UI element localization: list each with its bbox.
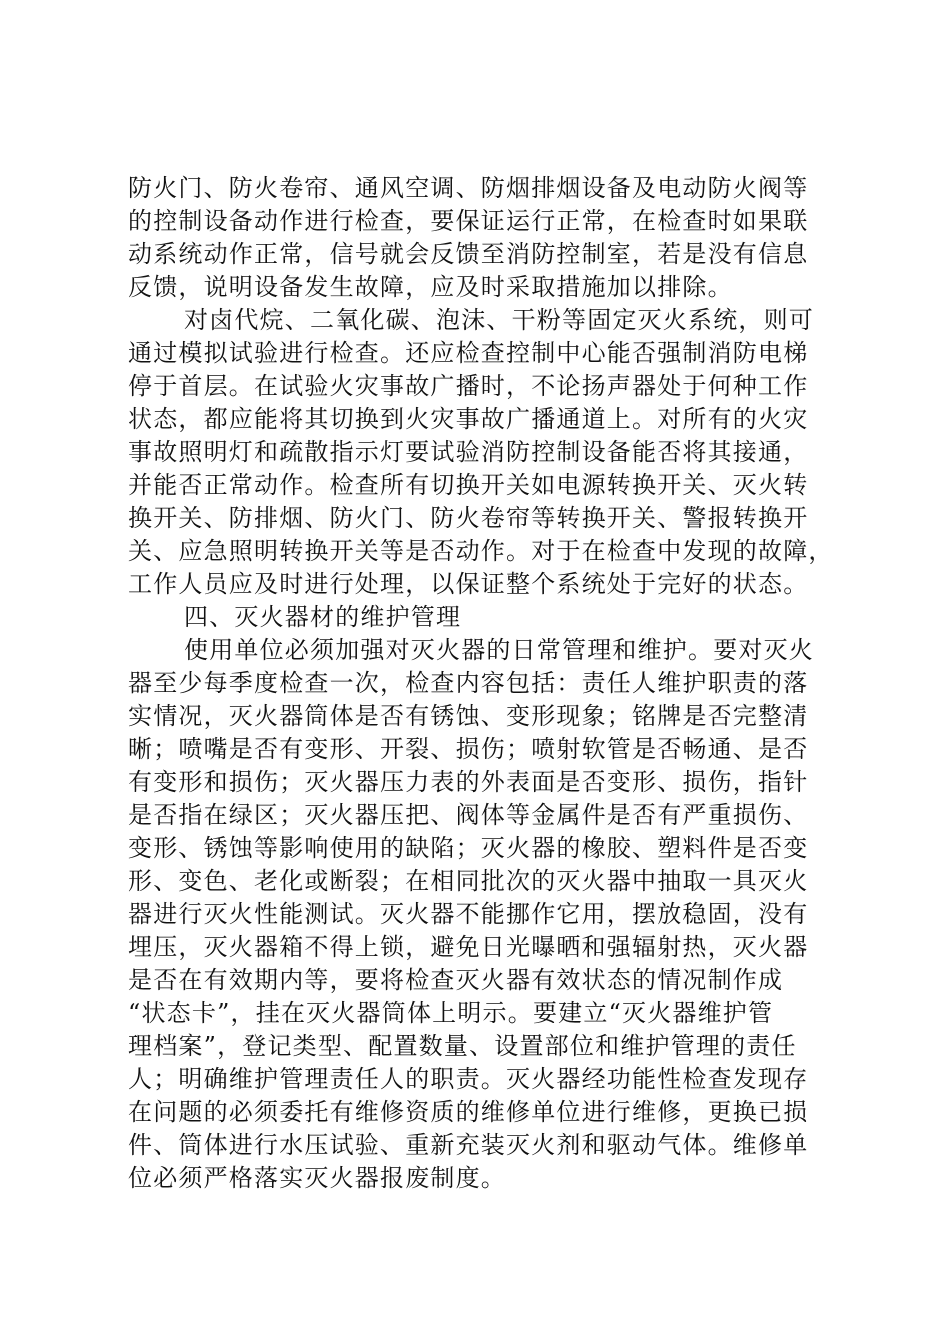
text-line: 停于首层。在试验火灾事故广播时，不论扬声器处于何种工作 xyxy=(128,372,809,400)
text-line: 防火门、防火卷帘、通风空调、防烟排烟设备及电动防火阀等 xyxy=(128,174,809,202)
text-line: 关、应急照明转换开关等是否动作。对于在检查中发现的故障， xyxy=(128,537,834,565)
section-heading: 四、灭火器材的维护管理 xyxy=(184,603,462,631)
text-line: 工作人员应及时进行处理，以保证整个系统处于完好的状态。 xyxy=(128,570,809,598)
text-line: 变形、锈蚀等影响使用的缺陷；灭火器的橡胶、塑料件是否变 xyxy=(128,834,809,862)
text-line: “状态卡”，挂在灭火器筒体上明示。要建立“灭火器维护管 xyxy=(128,999,774,1027)
text-line: 晰；喷嘴是否有变形、开裂、损伤；喷射软管是否畅通、是否 xyxy=(128,735,809,763)
text-line: 事故照明灯和疏散指示灯要试验消防控制设备能否将其接通， xyxy=(128,438,809,466)
text-line: 实情况，灭火器筒体是否有锈蚀、变形现象；铭牌是否完整清 xyxy=(128,702,809,730)
text-line: 是否指在绿区；灭火器压把、阀体等金属件是否有严重损伤、 xyxy=(128,801,809,829)
text-line: 状态，都应能将其切换到火灾事故广播通道上。对所有的火灾 xyxy=(128,405,809,433)
text-line: 器至少每季度检查一次，检查内容包括：责任人维护职责的落 xyxy=(128,669,809,697)
text-line: 反馈，说明设备发生故障，应及时采取措施加以排除。 xyxy=(128,273,733,301)
body-text xyxy=(128,172,840,1195)
paragraph-first-line: 使用单位必须加强对灭火器的日常管理和维护。要对灭火 xyxy=(184,636,814,664)
text-line: 形、变色、老化或断裂；在相同批次的灭火器中抽取一具灭火 xyxy=(128,867,809,895)
text-line: 人；明确维护管理责任人的职责。灭火器经功能性检查发现存 xyxy=(128,1065,809,1093)
paragraph-first-line: 对卤代烷、二氧化碳、泡沫、干粉等固定灭火系统，则可 xyxy=(184,306,814,334)
text-line: 件、筒体进行水压试验、重新充装灭火剂和驱动气体。维修单 xyxy=(128,1131,809,1159)
text-line: 在问题的必须委托有维修资质的维修单位进行维修，更换已损 xyxy=(128,1098,809,1126)
text-line: 埋压，灭火器箱不得上锁，避免日光曝晒和强辐射热，灭火器 xyxy=(128,933,809,961)
text-line: 并能否正常动作。检查所有切换开关如电源转换开关、灭火转 xyxy=(128,471,809,499)
text-line: 理档案”，登记类型、配置数量、设置部位和维护管理的责任 xyxy=(128,1032,797,1060)
text-line: 通过模拟试验进行检查。还应检查控制中心能否强制消防电梯 xyxy=(128,339,809,367)
text-line: 动系统动作正常，信号就会反馈至消防控制室，若是没有信息 xyxy=(128,240,809,268)
text-line: 换开关、防排烟、防火门、防火卷帘等转换开关、警报转换开 xyxy=(128,504,809,532)
text-line: 位必须严格落实灭火器报废制度。 xyxy=(128,1164,506,1192)
text-line: 是否在有效期内等，要将检查灭火器有效状态的情况制作成 xyxy=(128,966,784,994)
text-line: 的控制设备动作进行检查，要保证运行正常，在检查时如果联 xyxy=(128,207,809,235)
text-line: 器进行灭火性能测试。灭火器不能挪作它用，摆放稳固，没有 xyxy=(128,900,809,928)
text-line: 有变形和损伤；灭火器压力表的外表面是否变形、损伤，指针 xyxy=(128,768,809,796)
